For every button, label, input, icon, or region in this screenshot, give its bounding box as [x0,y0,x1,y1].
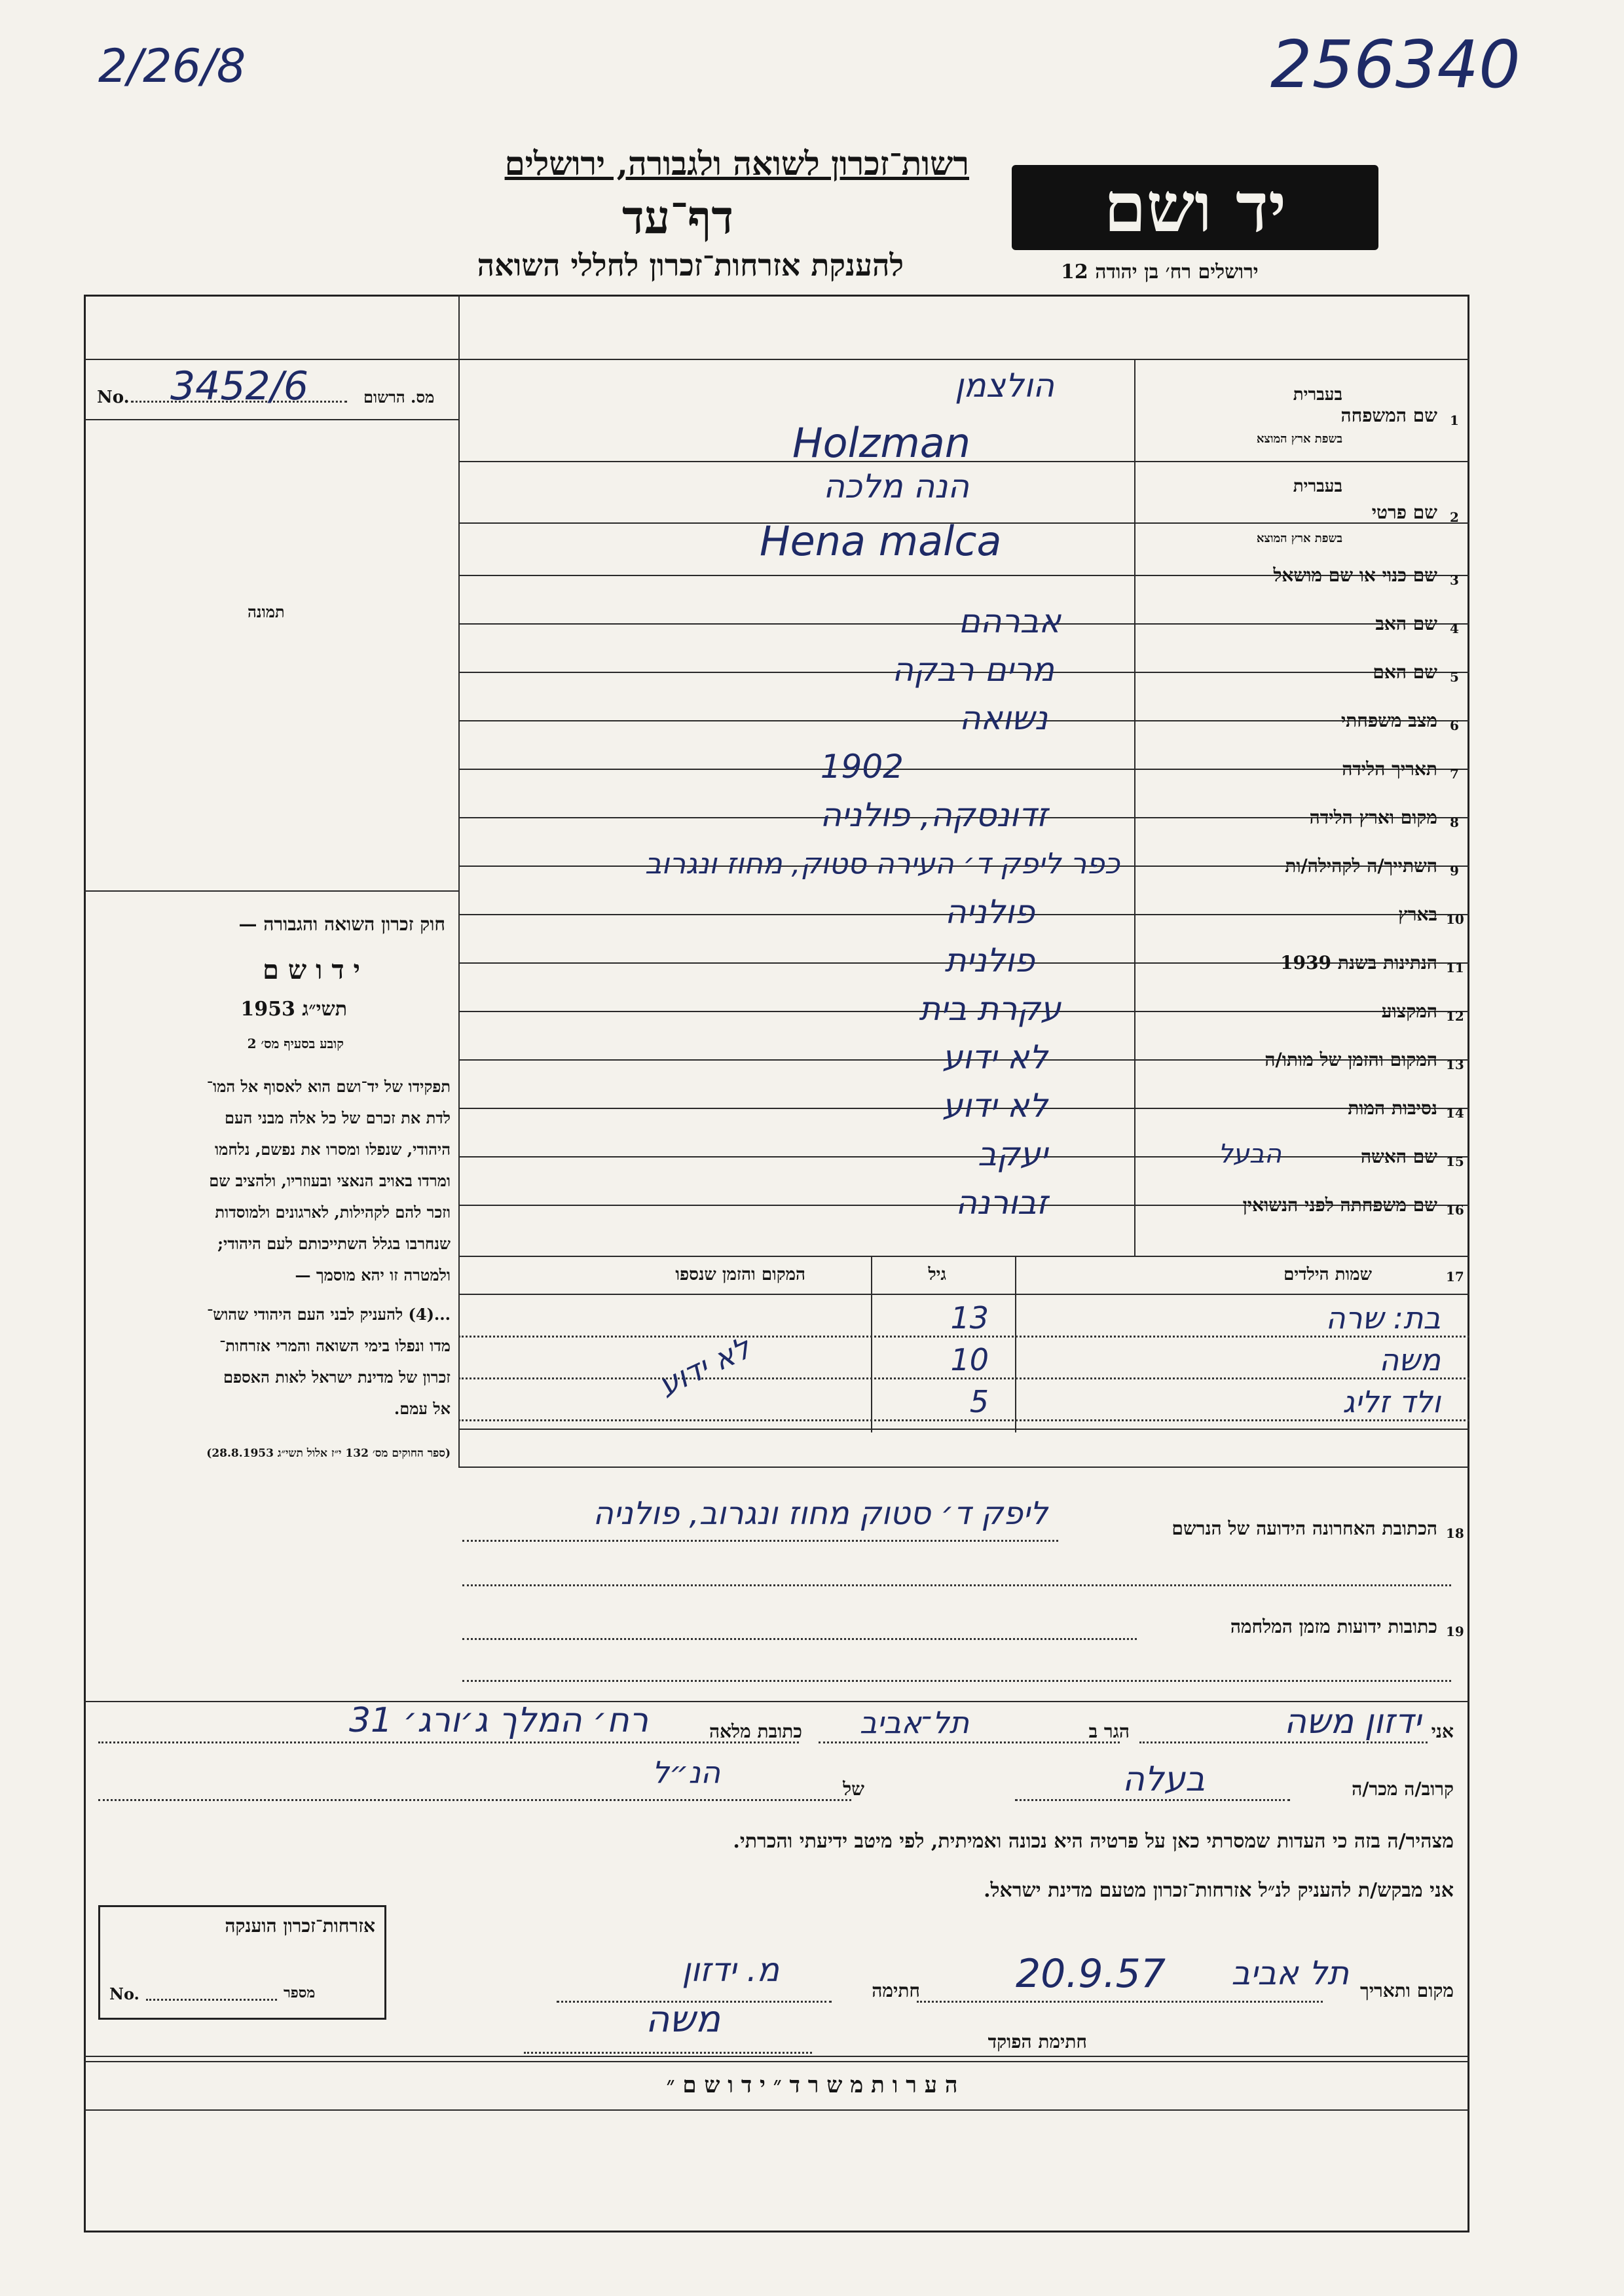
field-1-number: 1 [1450,412,1459,428]
law-text-8: ...(4) להעניק לבני העם היהודי שהוש־ [206,1305,451,1324]
place-value: תל אביב [1231,1954,1349,1992]
field-10-label: בארץ [1398,903,1437,925]
officer-signature: משה [645,1998,720,2041]
field-12-value: עקרת בית [919,990,1061,1028]
field-17-number: 17 [1446,1269,1464,1285]
archive-reference: 2/26/8 [98,39,246,93]
sheet-number: 256340 [1270,26,1521,103]
registration-prefix: No. [97,388,130,407]
law-text-10: זכרון של מדינת ישראל לאות האספם [223,1368,451,1387]
form-title: דף־עד [621,190,733,244]
law-text-2: לדת את זכרם של כל אלה מבני העם [225,1108,451,1127]
registration-label: מס. הרשום [363,388,435,407]
field-7-number: 7 [1450,766,1459,782]
field-12-number: 12 [1446,1008,1464,1024]
law-title: חוק זכרון השואה והגבורה — [238,913,445,935]
field-4-number: 4 [1450,621,1459,636]
children-age-header: גיל [928,1265,946,1285]
law-text-6: שנחרבו בגלל השתייכותם לעם היהודי; [217,1234,451,1253]
field-19-label: כתובות ידועות מזמן המלחמה [1230,1616,1437,1637]
relation-value: בעלה [1122,1760,1205,1799]
field-11-value: פולנית [944,941,1035,979]
field-8-label: מקום וארץ הלידה [1309,807,1437,828]
law-source: (ספר החוקים מס׳ 132 י״ז אלול תשי״ג 28.8.1953) [206,1447,451,1460]
field-1-sub-hebrew: בעברית [1293,385,1342,405]
child-3-age: 5 [969,1384,989,1419]
law-name: י ד ו ש ם [263,955,360,985]
field-15-value: יעקב [978,1135,1048,1173]
field-2-sub-hebrew: בעברית [1293,477,1342,496]
field-16-number: 16 [1446,1202,1464,1218]
child-1-age: 13 [950,1300,989,1336]
field-16-value: זבורנה [955,1184,1048,1222]
field-10-number: 10 [1446,911,1464,927]
signature-label: חתימה [872,1980,920,2001]
law-text-4: ומרדו באויב הנאצי ובעוזריו, ולהציב שם [209,1171,451,1190]
field-9-value: כפר ליפק ד׳ העירה סטוק, מחוז ונגרוב [644,847,1120,881]
field-4-value: אברהם [958,602,1061,640]
place-date-label: מקום ותאריך [1359,1980,1454,2001]
field-9-label: השתייך/ה לקהילה/ות [1285,855,1437,877]
declarant-address-label: כתובת מלאה [709,1721,802,1742]
certificate-title: אזרחות־זכרון הוענקה [225,1915,375,1937]
field-5-number: 5 [1450,669,1459,685]
field-5-label: שם האם [1373,661,1437,683]
declarant-ani: אני [1431,1721,1454,1742]
law-text-7: ולמטרה זו יהא מוסמך — [295,1266,451,1285]
yad-vashem-logo [1012,165,1378,250]
field-2-sub-origin: בשפת ארץ המוצא [1256,532,1342,545]
field-3-label: שם כנוי או שם מושאל [1273,564,1437,586]
field-13-number: 13 [1446,1057,1464,1072]
declaration-line-2: אני מבקש/ת להעניק לנ״ל אזרחות־זכרון מטעם מדינת ישראל. [984,1879,1454,1902]
declarant-address: רח׳ המלך ג׳ורג׳ 31 [348,1701,648,1740]
law-text-9: מדו ונפלו בימי השואה והמרי אזרחות־ [219,1336,451,1355]
of-value: הנ״ל [652,1755,720,1790]
relation-label: קרוב/ה מכר/ה [1352,1778,1454,1800]
logo-address: ירושלים רח׳ בן יהודה 12 [1061,261,1259,283]
field-10-value: פולניה [944,893,1035,931]
law-text-11: אל עמם. [394,1399,451,1418]
field-12-label: המקצוע [1381,1000,1437,1022]
field-15-margin-note: הבעל [1218,1139,1282,1169]
declarant-resides-label: הגר ב [1088,1721,1130,1742]
field-5-value: מרים רבקה [892,651,1054,689]
footer-notes: ה ע ר ו ת מ ש ר ד ״ י ד ו ש ם ״ [666,2072,958,2098]
field-14-value: לא ידוע [942,1087,1048,1125]
authority-line: רשות־זכרון לשואה ולגבורה, ירושלים [504,144,969,183]
field-6-number: 6 [1450,718,1459,733]
law-text-5: וזכר להם לקהילות, לארגונים ולמוסדות [215,1203,451,1222]
field-19-number: 19 [1446,1624,1464,1639]
field-15-label: שם האשה [1360,1146,1437,1167]
field-6-label: מצב משפחתי [1340,710,1437,731]
field-11-number: 11 [1446,960,1464,975]
field-8-value: זדונסקה, פולניה [820,796,1048,834]
field-14-label: נסיבות המות [1348,1097,1437,1119]
of-label: של [843,1778,864,1800]
field-14-number: 14 [1446,1105,1464,1121]
registration-number: 3452/6 [170,363,309,409]
field-2-value-hebrew: הנה מלכה [823,467,969,505]
officer-signature-label: חתימת הפוקד [987,2031,1087,2052]
field-1-sub-origin: בשפת ארץ המוצא [1256,432,1342,446]
field-1-value-latin: Holzman [792,419,971,467]
declarant-signature: מ. ידזון [682,1951,779,1989]
field-7-label: תאריך הלידה [1342,758,1437,780]
declaration-line-1: מצהיר/ה בזה כי העדות שמסרתי כאן על פרטיה היא נכונה ואמיתית, לפי מיטב ידיעתי והכרתי. [733,1830,1454,1853]
certificate-no: No. [109,1984,139,2003]
field-18-number: 18 [1446,1525,1464,1541]
field-9-number: 9 [1450,863,1459,879]
law-text-3: היהודי, שנפלו ומסרו את נפשם, נלחמו [214,1140,451,1159]
certificate-number-label: מספר [284,1984,316,2001]
children-names-header: שמות הילדים [1283,1265,1372,1285]
field-1-label: שם המשפחה [1340,405,1437,426]
child-2-age: 10 [950,1342,989,1377]
form-subtitle: להענקת אזרחות־זכרון לחללי השואה [477,247,904,283]
field-2-value-latin: Hena malca [760,517,1002,565]
logo-text: יד ושם [1103,167,1287,247]
field-1-value-hebrew: הולצמן [955,367,1054,405]
field-2-number: 2 [1450,509,1459,525]
children-place-header: המקום והזמן שנספו [675,1265,805,1285]
field-13-value: לא ידוע [942,1038,1048,1076]
field-6-value: נשואה [959,699,1048,737]
field-18-value: ליפק ד׳ סטוק מחוז ונגרוב, פולניה [593,1495,1048,1532]
field-15-number: 15 [1446,1154,1464,1169]
law-section: קובע בסעיף מס׳ 2 [247,1036,344,1051]
photo-label: תמונה [248,602,285,621]
field-3-number: 3 [1450,572,1459,588]
field-2-label: שם פרטי [1371,501,1437,523]
field-4-label: שם האב [1375,613,1437,634]
child-1-name: בת: שרה [1325,1300,1441,1336]
child-3-name: ולד זליג [1342,1384,1441,1419]
field-13-label: המקום והזמן של מותו/ה [1264,1049,1437,1070]
field-18-label: הכתובת האחרונה הידועה של הנרשם [1172,1518,1437,1539]
law-year: תשי״ג 1953 [240,998,347,1021]
law-text-1: תפקידו של יד־ושם הוא לאסוף אל המו־ [206,1077,451,1096]
children-place-note: לא ידוע [653,1330,756,1403]
field-11-label: הנתינות בשנת 1939 [1280,952,1437,974]
field-7-value: 1902 [820,748,904,786]
field-16-label: שם משפחתה לפני הנשואין [1242,1194,1437,1216]
date-value: 20.9.57 [1015,1951,1166,1997]
declarant-city: תל־אביב [859,1705,969,1740]
child-2-name: משה [1379,1342,1441,1377]
certificate-box [98,1905,386,2020]
declarant-name: ידזון משה [1283,1702,1421,1741]
field-8-number: 8 [1450,814,1459,830]
